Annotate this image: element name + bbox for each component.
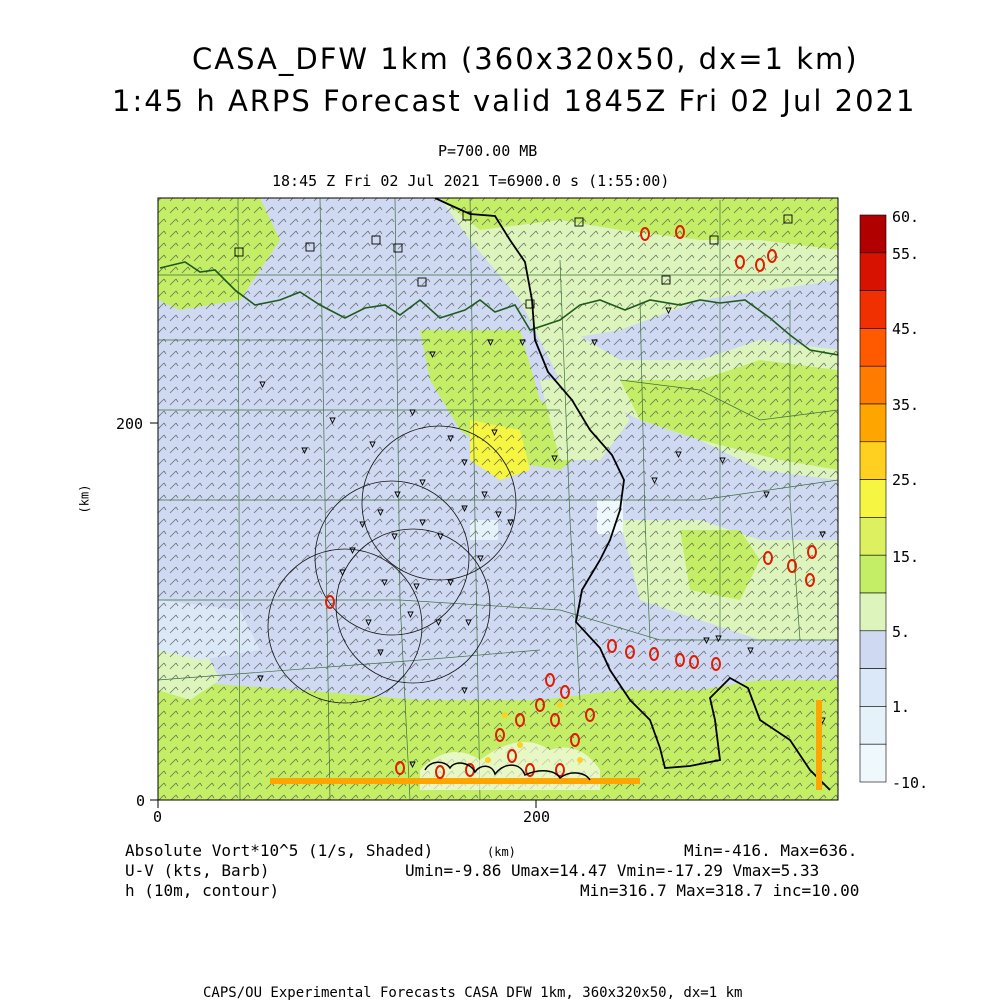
- x-tick-200: 200: [523, 808, 551, 826]
- footer-credit: CAPS/OU Experimental Forecasts CASA DFW 1km, 360x320x50, dx=1 km: [203, 985, 743, 1001]
- valid-time: 18:45 Z Fri 02 Jul 2021 T=6900.0 s (1:55:00): [272, 172, 670, 190]
- x-axis-unit: (km): [487, 845, 516, 859]
- colorbar-swatch: [860, 517, 886, 555]
- colorbar-label: 35.: [892, 396, 920, 414]
- colorbar-label: 25.: [892, 471, 920, 489]
- legend-field-2: U-V (kts, Barb): [125, 861, 270, 880]
- title-line-1: CASA_DFW 1km (360x320x50, dx=1 km): [192, 42, 859, 76]
- colorbar: [860, 215, 886, 782]
- legend-field-2-stats: Umin=-9.86 Umax=14.47 Vmin=-17.29 Vmax=5.33: [405, 861, 820, 880]
- colorbar-swatch: [860, 480, 886, 518]
- colorbar-swatch: [860, 706, 886, 744]
- colorbar-label: 55.: [892, 245, 920, 263]
- colorbar-swatch: [860, 669, 886, 707]
- colorbar-swatch: [860, 291, 886, 329]
- colorbar-label: 60.: [892, 208, 920, 226]
- colorbar-swatch: [860, 328, 886, 366]
- y-tick-200: 200: [116, 415, 144, 433]
- x-tick-0: 0: [153, 808, 163, 826]
- colorbar-label: 5.: [892, 623, 911, 641]
- title-line-2: 1:45 h ARPS Forecast valid 1845Z Fri 02 Jul 2021: [112, 84, 917, 118]
- colorbar-swatch: [860, 593, 886, 631]
- legend-field-1-stats: Min=-416. Max=636.: [684, 841, 858, 860]
- legend-field-3: h (10m, contour): [125, 881, 280, 900]
- legend-field-1: Absolute Vort*10^5 (1/s, Shaded): [125, 841, 434, 860]
- legend-field-3-stats: Min=316.7 Max=318.7 inc=10.00: [580, 881, 860, 900]
- wind-barbs: [158, 198, 838, 800]
- map-plot-area: [158, 198, 838, 800]
- colorbar-swatch: [860, 744, 886, 782]
- colorbar-label: -10.: [892, 774, 929, 792]
- colorbar-label: 45.: [892, 320, 920, 338]
- colorbar-swatch: [860, 215, 886, 253]
- colorbar-label: 1.: [892, 698, 911, 716]
- colorbar-swatch: [860, 631, 886, 669]
- colorbar-label: 15.: [892, 548, 920, 566]
- pressure-level: P=700.00 MB: [438, 142, 538, 160]
- y-axis-unit: (km): [77, 484, 92, 514]
- colorbar-swatch: [860, 555, 886, 593]
- colorbar-swatch: [860, 366, 886, 404]
- colorbar-swatch: [860, 442, 886, 480]
- colorbar-swatch: [860, 253, 886, 291]
- y-tick-0: 0: [136, 792, 146, 810]
- colorbar-swatch: [860, 404, 886, 442]
